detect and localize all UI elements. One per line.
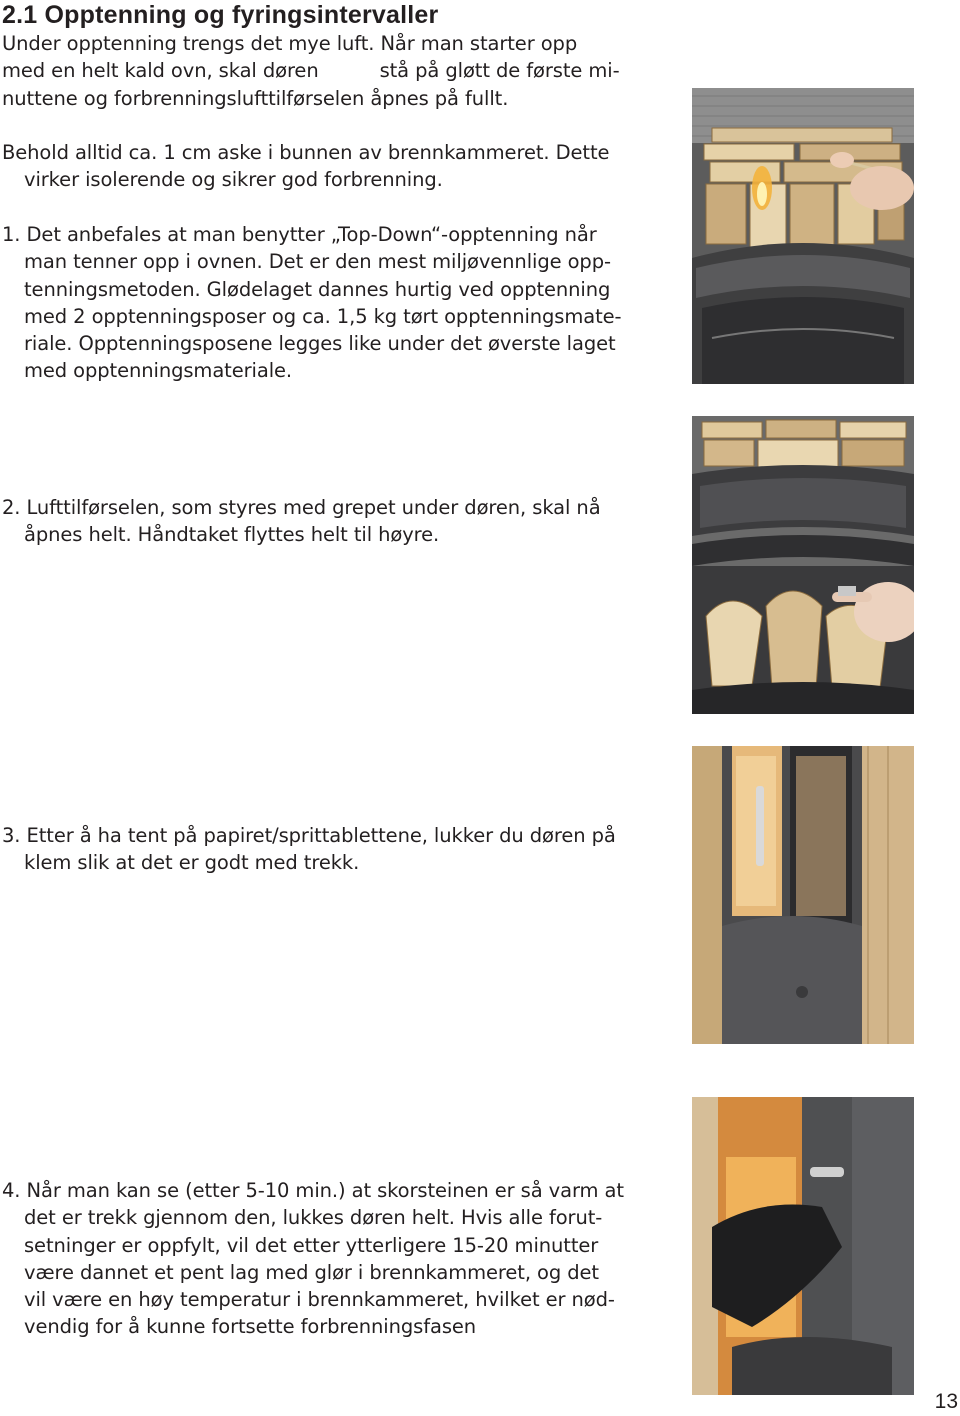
text-line: virker isolerende og sikrer god forbrenning. (24, 168, 443, 192)
text-line: vendig for å kunne fortsette forbrenningsfasen (24, 1315, 477, 1339)
photo-lighting-kindling (692, 88, 914, 384)
text-line: 4. Når man kan se (etter 5-10 min.) at skorsteinen er så varm at (2, 1179, 624, 1202)
photo-door-ajar (692, 746, 914, 1044)
step-2-paragraph (2, 494, 608, 549)
text-line: 1. Det anbefales at man benytter „Top-Down“-opptenning når (2, 223, 597, 246)
text-line: med 2 opptenningsposer og ca. 1,5 kg tørt opptenningsmate- (24, 304, 622, 328)
text-line: vil være en høy temperatur i brennkammeret, hvilket er nød- (24, 1288, 615, 1312)
step-1-paragraph (2, 221, 622, 385)
photo-closing-door (692, 1097, 914, 1395)
step-4-paragraph (2, 1177, 624, 1341)
text-line: riale. Opptenningsposene legges like under det øverste laget (24, 332, 616, 356)
ash-paragraph (2, 139, 608, 194)
text-line: 3. Etter å ha tent på papiret/sprittablettene, lukker du døren på (2, 824, 616, 847)
text-line: klem slik at det er godt med trekk. (24, 851, 360, 875)
text-line: Behold alltid ca. 1 cm aske i bunnen av brennkammeret. Dette (2, 141, 610, 164)
text-line: nuttene og forbrenningslufttilførselen åpnes på fullt. (2, 86, 509, 110)
text-line: 2. Lufttilførselen, som styres med grepet under døren, skal nå (2, 496, 601, 519)
section-heading: 2.1 Opptenning og fyringsintervaller (2, 1, 439, 29)
photo-air-handle (692, 416, 914, 714)
text-line: Under opptenning trengs det mye luft. Når man starter opp (2, 32, 578, 55)
text-line: åpnes helt. Håndtaket flyttes helt til høyre. (24, 523, 440, 547)
text-line: med en helt kald ovn, skal døren stå på gløtt de første mi- (2, 59, 620, 83)
text-line: være dannet et pent lag med glør i brennkammeret, og det (24, 1260, 599, 1284)
step-3-paragraph (2, 822, 616, 877)
text-line: setninger er oppfylt, vil det etter ytterligere 15-20 minutter (24, 1233, 599, 1257)
text-line: man tenner opp i ovnen. Det er den mest miljøvennlige opp- (24, 250, 611, 274)
text-line: med opptenningsmateriale. (24, 359, 293, 383)
page-number: 13 (934, 1390, 958, 1413)
intro-paragraph (2, 30, 620, 112)
text-line: tenningsmetoden. Glødelaget dannes hurtig ved opptenning (24, 277, 611, 301)
text-line: det er trekk gjennom den, lukkes døren helt. Hvis alle forut- (24, 1206, 603, 1230)
